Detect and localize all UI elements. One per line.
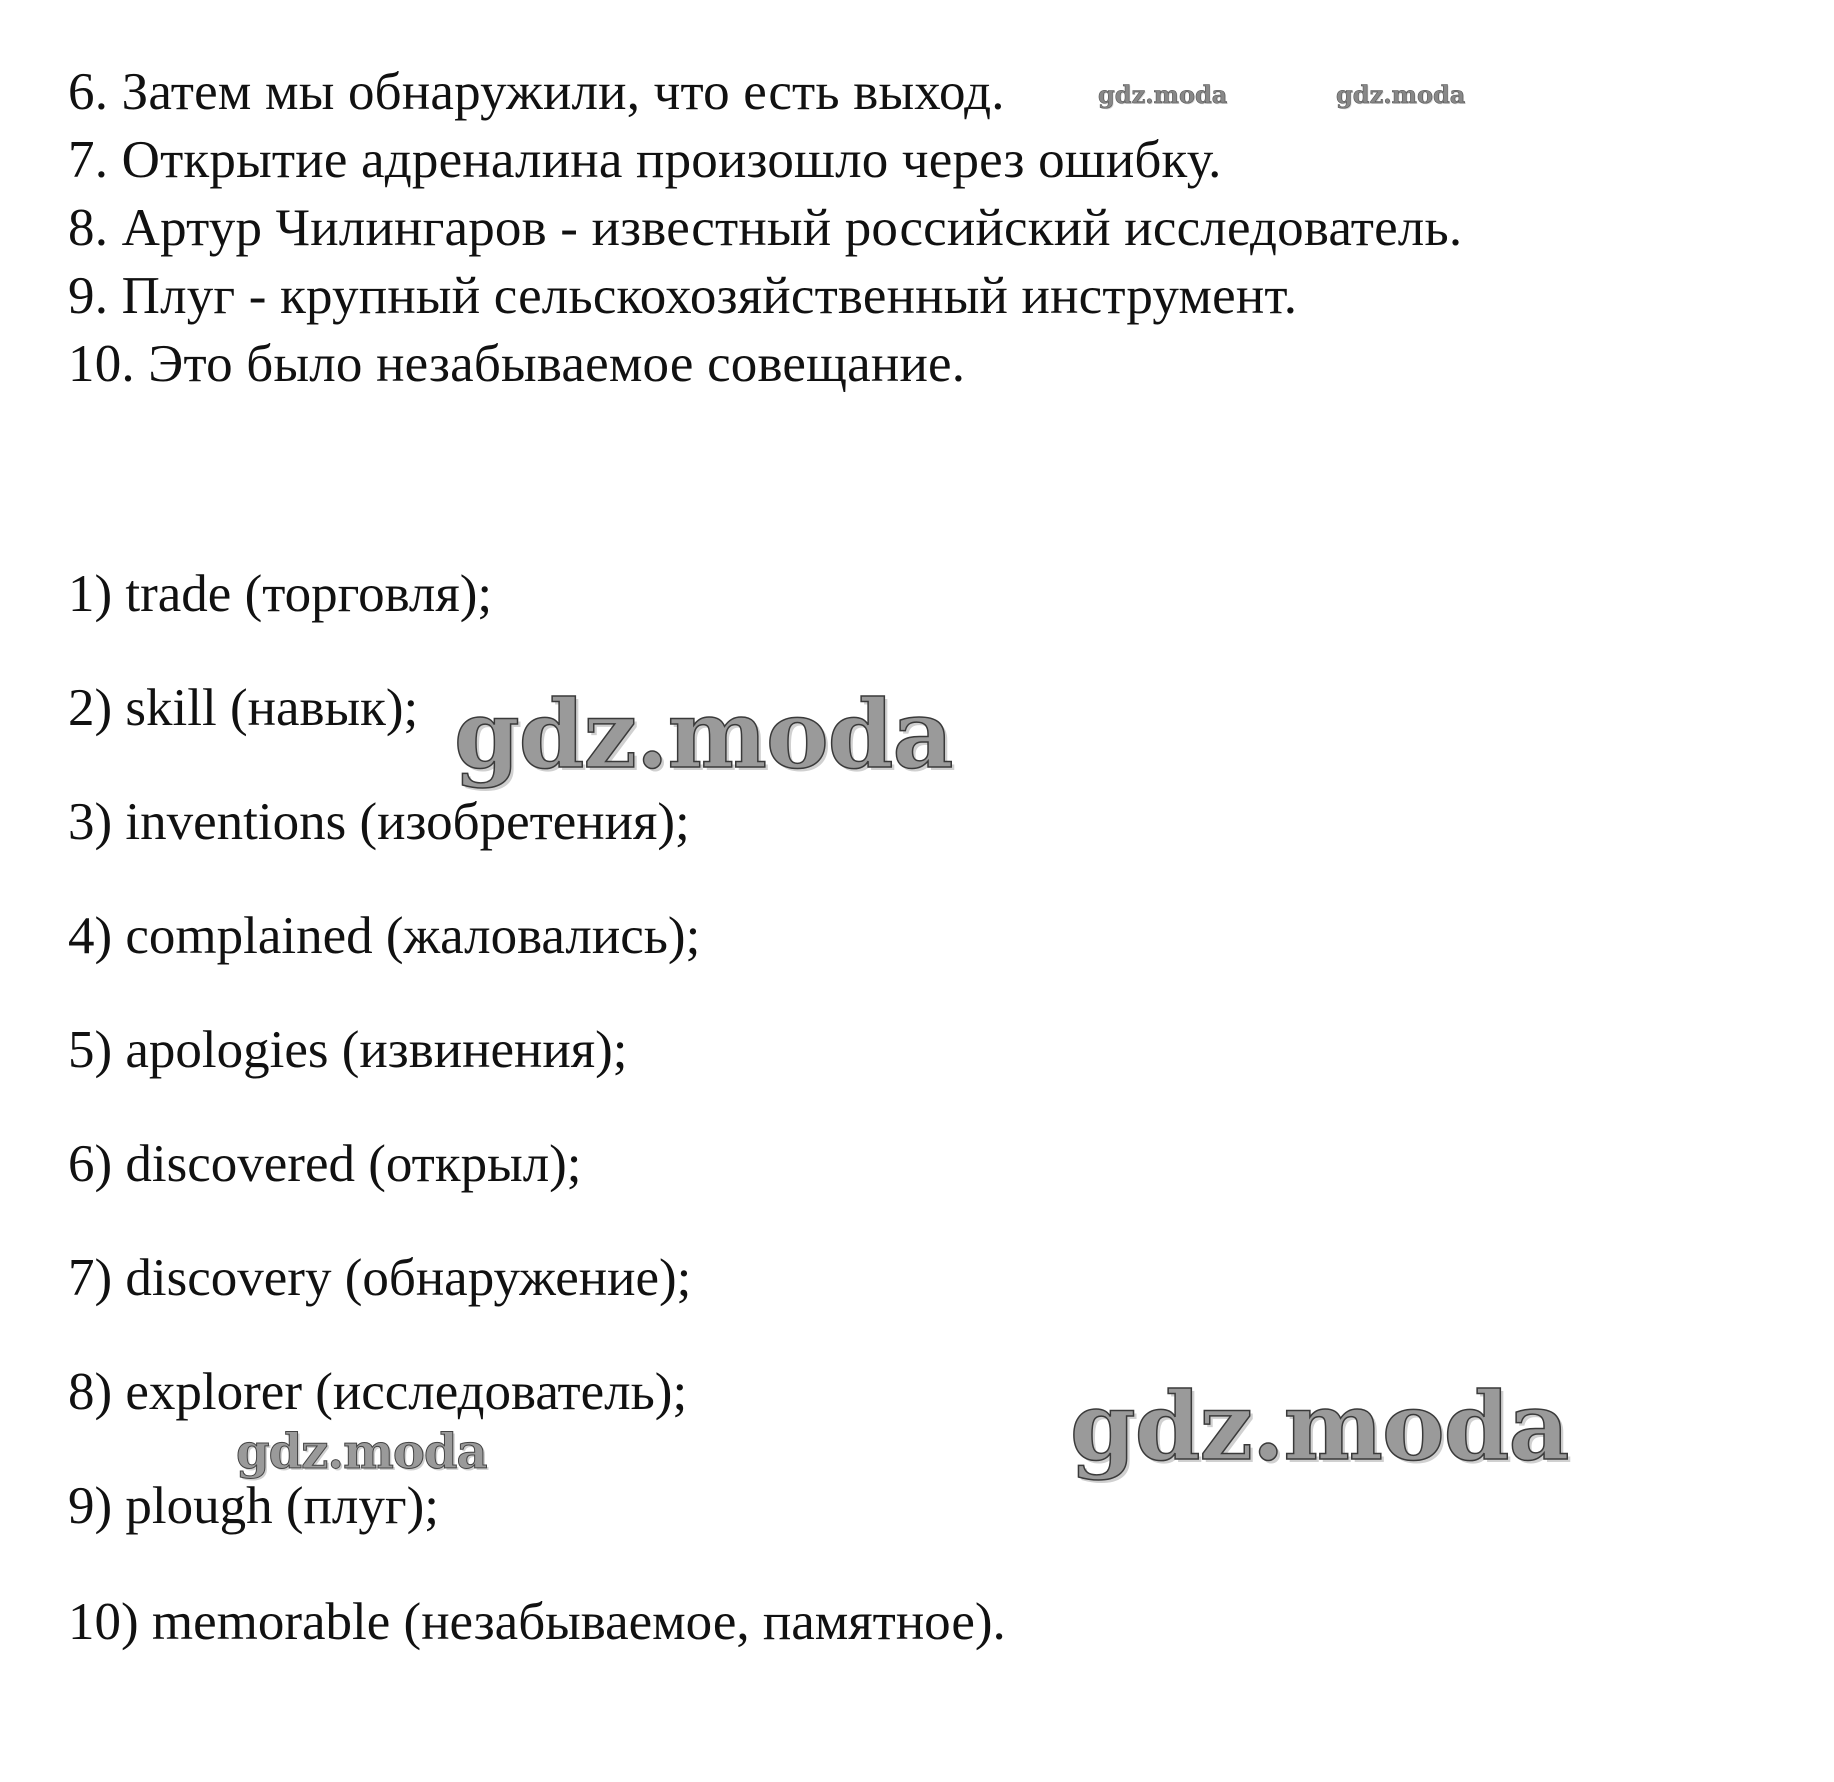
answer-2: 2) skill (навык); — [68, 679, 419, 737]
watermark-logo: gdz.moda — [1070, 1372, 1569, 1482]
answer-6: 6) discovered (открыл); — [68, 1135, 582, 1193]
answer-8: 8) explorer (исследователь); — [68, 1363, 688, 1421]
sentence-8: 8. Артур Чилингаров - известный российский исследователь. — [68, 199, 1463, 257]
answer-9: 9) plough (плуг); — [68, 1477, 439, 1535]
watermark-logo: gdz.moda — [1098, 80, 1228, 109]
answer-7: 7) discovery (обнаружение); — [68, 1249, 692, 1307]
watermark-logo: gdz.moda — [236, 1424, 487, 1480]
answer-10: 10) memorable (незабываемое, памятное). — [68, 1593, 1006, 1651]
watermark-logo: gdz.moda — [1336, 80, 1466, 109]
answer-1: 1) trade (торговля); — [68, 565, 493, 623]
sentence-9: 9. Плуг - крупный сельскохозяйственный инструмент. — [68, 267, 1298, 325]
answer-4: 4) complained (жаловались); — [68, 907, 701, 965]
answer-3: 3) inventions (изобретения); — [68, 793, 690, 851]
sentence-10: 10. Это было незабываемое совещание. — [68, 335, 966, 393]
answer-5: 5) apologies (извинения); — [68, 1021, 628, 1079]
sentence-6: 6. Затем мы обнаружили, что есть выход. — [68, 63, 1005, 121]
watermark-logo: gdz.moda — [454, 680, 953, 790]
sentence-7: 7. Открытие адреналина произошло через ошибку. — [68, 131, 1222, 189]
